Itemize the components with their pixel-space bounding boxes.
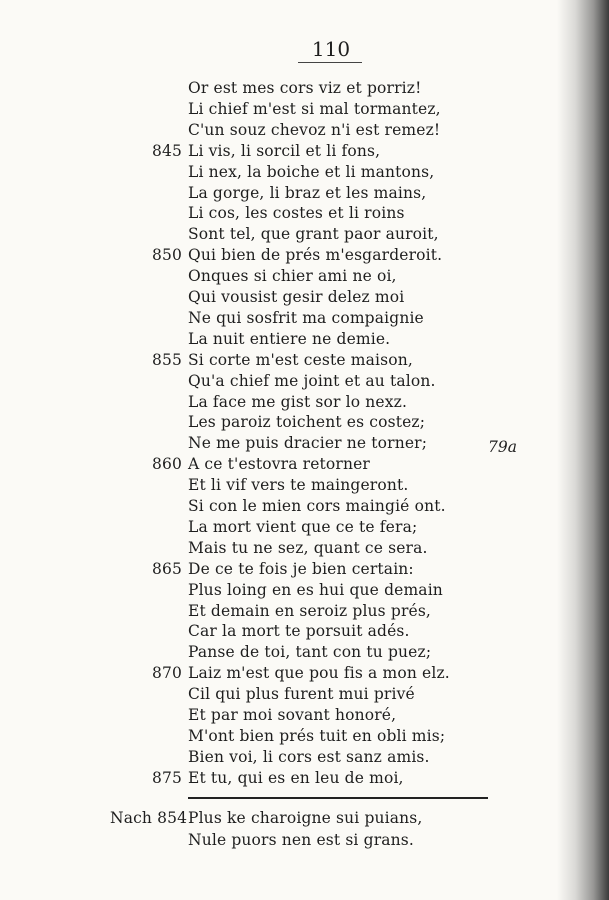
verse-text: Panse de toi, tant con tu puez; xyxy=(188,643,432,662)
verse-number: 850 xyxy=(151,246,182,265)
folio-marginal-note: 79a xyxy=(488,438,517,456)
verse-text: Si corte m'est ceste maison, xyxy=(188,350,413,369)
verse-text: Qu'a chief me joint et au talon. xyxy=(188,371,436,390)
verse-text: La nuit entiere ne demie. xyxy=(188,329,391,348)
verse-text: A ce t'estovra retorner xyxy=(188,455,370,474)
verse-text: La face me gist sor lo nexz. xyxy=(188,392,408,411)
verse-text: Li cos, les costes et li roins xyxy=(188,204,405,223)
header-rule xyxy=(298,62,362,63)
verse-text: Laiz m'est que pou fis a mon elz. xyxy=(188,664,450,683)
verse-text: Onques si chier ami ne oi, xyxy=(188,267,397,286)
verse-text: Or est mes cors viz et porriz! xyxy=(188,79,422,97)
verse-text: Li vis, li sorcil et li fons, xyxy=(188,141,381,160)
verse-text: Cil qui plus furent mui privé xyxy=(188,685,415,704)
verse-text: Et li vif vers te maingeront. xyxy=(188,476,409,495)
verse-text: Qui vousist gesir delez moi xyxy=(188,288,405,306)
page-number: 110 xyxy=(311,37,351,61)
verse-text: Mais tu ne sez, quant ce sera. xyxy=(188,538,428,557)
verse-text: Li nex, la boiche et li mantons, xyxy=(188,162,435,181)
verse-text: C'un souz chevoz n'i est remez! xyxy=(188,120,441,139)
verse-text: Bien voi, li cors est sanz amis. xyxy=(188,747,430,766)
verse-text: Et demain en seroiz plus prés, xyxy=(188,601,432,620)
verse-text: Si con le mien cors maingié ont. xyxy=(188,497,446,515)
verse-text: Qui bien de prés m'esgarderoit. xyxy=(188,246,443,265)
verse-number: 875 xyxy=(151,768,182,787)
verse-text: Ne me puis dracier ne torner; xyxy=(188,434,428,453)
verse-text: La mort vient que ce te fera; xyxy=(188,517,418,536)
verse-number: 845 xyxy=(151,141,182,160)
verse-text: Car la mort te porsuit adés. xyxy=(188,622,410,641)
verse-text: Ne qui sosfrit ma compaignie xyxy=(188,308,424,327)
verse-text: Et par moi sovant honoré, xyxy=(188,706,397,724)
footnote-text: Plus ke charoigne sui puians, xyxy=(188,809,423,827)
page-binding-shadow xyxy=(557,0,609,900)
verse-text: De ce te fois je bien certain: xyxy=(188,559,414,578)
footnote-prefix: Nach 854 xyxy=(110,809,188,827)
footnote-rule xyxy=(188,797,488,799)
verse-text: Et tu, qui es en leu de moi, xyxy=(188,768,404,787)
verse-text: Plus loing en es hui que demain xyxy=(188,580,443,599)
footnote-text: Nule puors nen est si grans. xyxy=(188,831,414,849)
verse-number: 870 xyxy=(151,664,182,683)
verse-text: Les paroiz toichent es costez; xyxy=(188,413,426,432)
verse-text: La gorge, li braz et les mains, xyxy=(188,183,427,202)
verse-text: Li chief m'est si mal tormantez, xyxy=(188,99,441,118)
verse-text: Sont tel, que grant paor auroit, xyxy=(188,225,439,244)
verse-number: 855 xyxy=(151,350,182,369)
verse-number: 860 xyxy=(151,455,182,474)
verse-number: 865 xyxy=(151,559,182,578)
verse-text: M'ont bien prés tuit en obli mis; xyxy=(188,726,446,745)
